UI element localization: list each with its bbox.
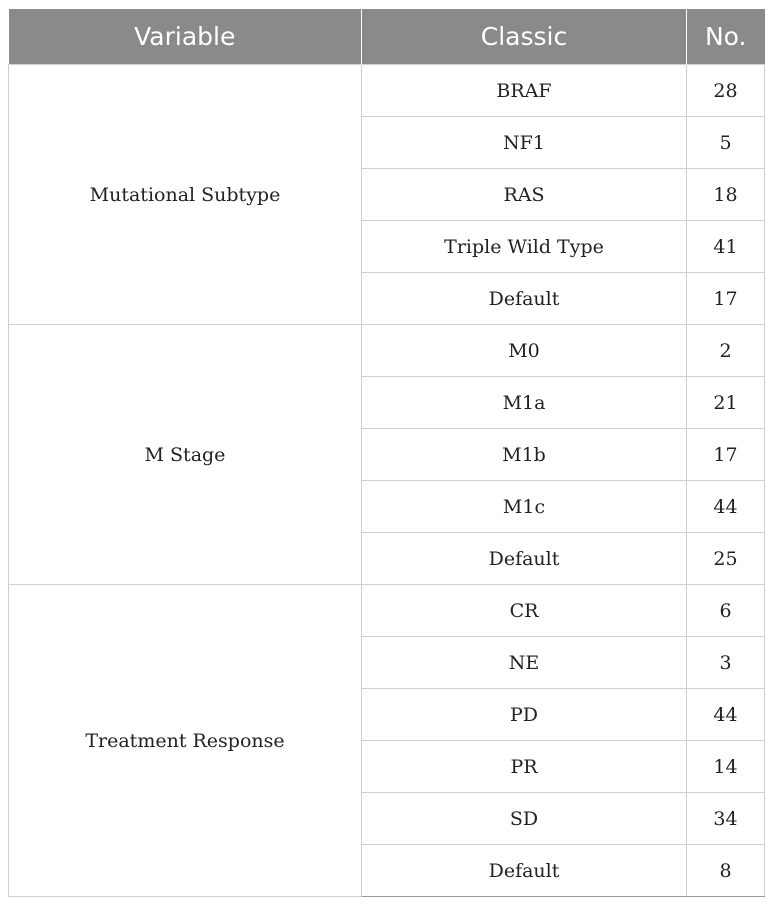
classic-cell: PD <box>362 689 687 741</box>
classic-cell: M0 <box>362 325 687 377</box>
header-variable: Variable <box>9 9 362 65</box>
classic-cell: M1a <box>362 377 687 429</box>
classic-cell: Default <box>362 845 687 897</box>
table-body <box>9 65 765 897</box>
classic-cell: RAS <box>362 169 687 221</box>
table-row <box>9 65 765 117</box>
classic-cell: PR <box>362 741 687 793</box>
variable-cell: Mutational Subtype <box>9 65 362 325</box>
table-row <box>9 325 765 377</box>
classic-cell: CR <box>362 585 687 637</box>
classic-cell: NF1 <box>362 117 687 169</box>
count-cell: 34 <box>687 793 765 845</box>
count-cell: 44 <box>687 689 765 741</box>
classic-cell: Default <box>362 533 687 585</box>
data-table <box>8 9 765 897</box>
count-cell: 8 <box>687 845 765 897</box>
header-row <box>9 9 765 65</box>
variable-cell: M Stage <box>9 325 362 585</box>
header-classic: Classic <box>362 9 687 65</box>
count-cell: 5 <box>687 117 765 169</box>
count-cell: 2 <box>687 325 765 377</box>
count-cell: 17 <box>687 429 765 481</box>
count-cell: 14 <box>687 741 765 793</box>
variable-cell: Treatment Response <box>9 585 362 897</box>
count-cell: 6 <box>687 585 765 637</box>
classic-cell: M1c <box>362 481 687 533</box>
table-header <box>9 9 765 65</box>
classic-cell: Triple Wild Type <box>362 221 687 273</box>
count-cell: 25 <box>687 533 765 585</box>
count-cell: 21 <box>687 377 765 429</box>
table-row <box>9 585 765 637</box>
data-table-container <box>8 9 764 897</box>
classic-cell: NE <box>362 637 687 689</box>
classic-cell: Default <box>362 273 687 325</box>
count-cell: 3 <box>687 637 765 689</box>
classic-cell: SD <box>362 793 687 845</box>
count-cell: 28 <box>687 65 765 117</box>
header-no: No. <box>687 9 765 65</box>
classic-cell: M1b <box>362 429 687 481</box>
count-cell: 18 <box>687 169 765 221</box>
classic-cell: BRAF <box>362 65 687 117</box>
count-cell: 41 <box>687 221 765 273</box>
count-cell: 17 <box>687 273 765 325</box>
count-cell: 44 <box>687 481 765 533</box>
